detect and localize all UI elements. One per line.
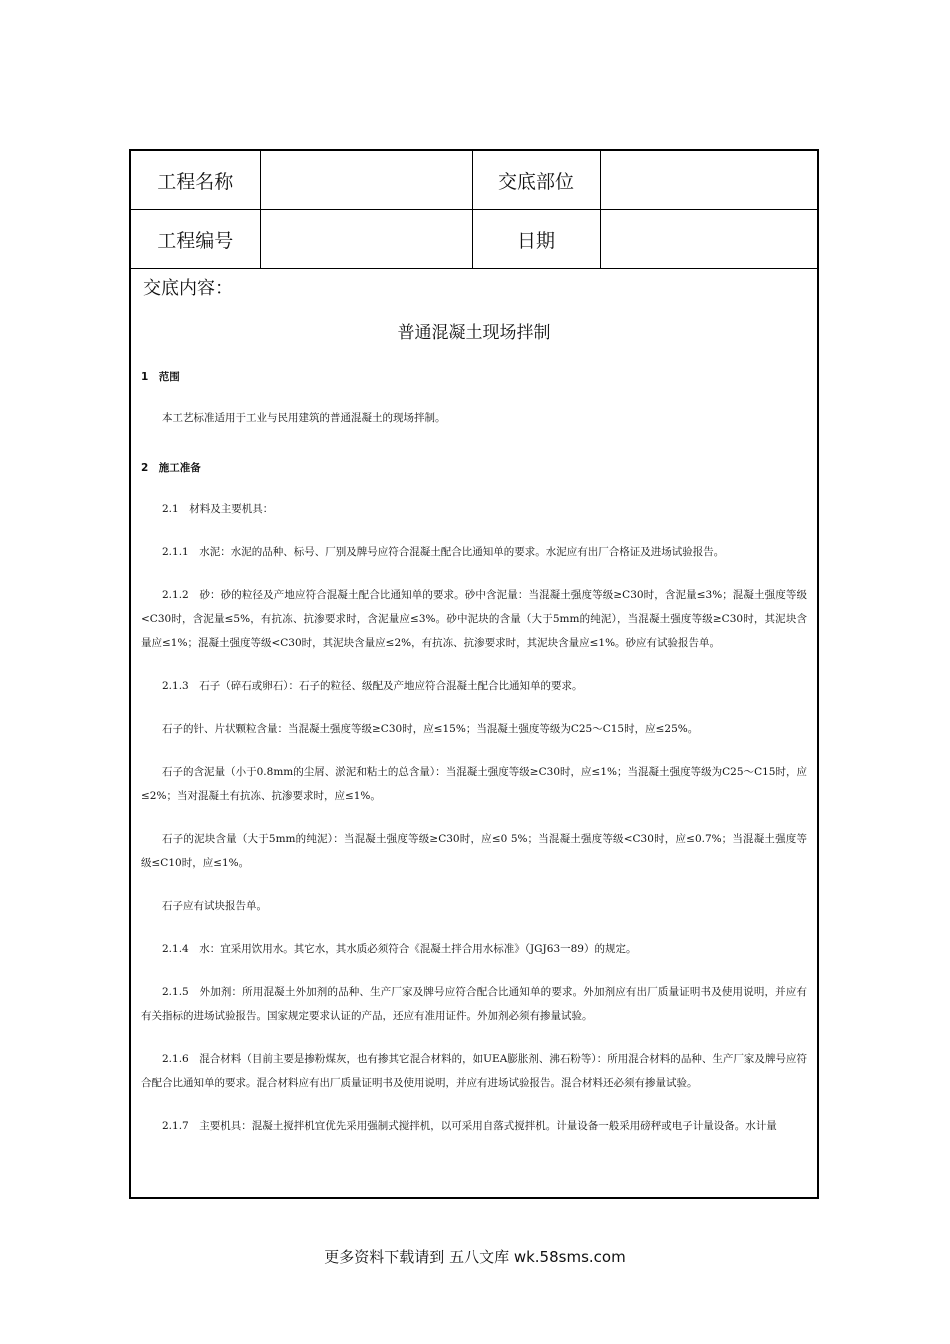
date-label: 日期 bbox=[472, 210, 600, 269]
paragraph: 2.1 材料及主要机具： bbox=[162, 503, 274, 515]
project-name-value bbox=[260, 151, 472, 210]
paragraph: 石子应有试块报告单。 bbox=[162, 900, 267, 912]
paragraph: 石子的含泥量（小于0.8mm的尘屑、淤泥和粘土的总含量）：当混凝土强度等级≥C30时，应≤1%；当混凝土强度等级为C25～C15时，应≤2%；当对混凝土有抗冻、抗渗要求时，应≤1%。 bbox=[141, 766, 807, 802]
header-row-1 bbox=[131, 151, 819, 210]
content-label: 交底内容： bbox=[143, 278, 233, 299]
paragraph: 2.1.4 水：宜采用饮用水。其它水，其水质必须符合《混凝土拌合用水标准》（JGJ63一89）的规定。 bbox=[162, 943, 637, 955]
section-heading-1: 1 范围 bbox=[141, 371, 180, 383]
paragraph: 石子的泥块含量（大于5mm的纯泥）：当混凝土强度等级≥C30时，应≤0 5%；当混凝土强度等级<C30时，应≤0.7%；当混凝土强度等级≤C10时，应≤1%。 bbox=[141, 833, 807, 869]
paragraph: 2.1.3 石子（碎石或卵石）：石子的粒径、级配及产地应符合混凝土配合比通知单的要求。 bbox=[162, 680, 583, 692]
date-value bbox=[600, 210, 819, 269]
paragraph: 2.1.7 主要机具：混凝土搅拌机宜优先采用强制式搅拌机，以可采用自落式搅拌机。计量设备一般采用磅秤或电子计量设备。水计量 bbox=[162, 1120, 777, 1132]
project-name-label: 工程名称 bbox=[131, 151, 260, 210]
footer-link[interactable]: 更多资料下载请到 五八文库 wk.58sms.com bbox=[324, 1248, 626, 1266]
paragraph: 2.1.1 水泥：水泥的品种、标号、厂别及牌号应符合混凝土配合比通知单的要求。水泥应有出厂合格证及进场试验报告。 bbox=[162, 546, 725, 558]
header-row-2 bbox=[131, 210, 819, 269]
paragraph: 2.1.5 外加剂：所用混凝土外加剂的品种、生产厂家及牌号应符合配合比通知单的要求。外加剂应有出厂质量证明书及使用说明，并应有有关指标的进场试验报告。国家规定要求认证的产品，还应有准用证件。外加剂必须有掺量试验。 bbox=[141, 986, 807, 1022]
document-title: 普通混凝土现场拌制 bbox=[397, 323, 551, 343]
header-table bbox=[131, 151, 819, 269]
paragraph: 2.1.6 混合材料（目前主要是掺粉煤灰，也有掺其它混合材料的，如UEA膨胀剂、沸石粉等）：所用混合材料的品种、生产厂家及牌号应符合配合比通知单的要求。混合材料应有出厂质量证明书及使用说明，并应有进场试验报告。混合材料还必须有掺量试验。 bbox=[141, 1053, 807, 1089]
content-area bbox=[131, 274, 817, 1138]
paragraph: 本工艺标准适用于工业与民用建筑的普通混凝土的现场拌制。 bbox=[162, 412, 446, 424]
project-no-value bbox=[260, 210, 472, 269]
section-heading-2: 2 施工准备 bbox=[141, 462, 201, 474]
paragraph: 2.1.2 砂：砂的粒径及产地应符合混凝土配合比通知单的要求。砂中含泥量：当混凝土强度等级≥C30时，含泥量≤3%；混凝土强度等级<C30时，含泥量≤5%，有抗冻、抗渗要求时，含泥量应≤3%。砂中泥块的含量（大于5mm的纯泥），当混凝土强度等级≥C30时，其泥块含量应≤1%；混凝土强度等级<C30时，其泥块含量应≤2%，有抗冻、抗渗要求时，其泥块含量应≤1%。砂应有试验报告单。 bbox=[141, 589, 807, 649]
handover-part-value bbox=[600, 151, 819, 210]
paragraph: 石子的针、片状颗粒含量：当混凝土强度等级≥C30时，应≤15%；当混凝土强度等级为C25～C15时，应≤25%。 bbox=[162, 723, 699, 735]
project-no-label: 工程编号 bbox=[131, 210, 260, 269]
handover-sheet bbox=[129, 149, 819, 1199]
handover-part-label: 交底部位 bbox=[472, 151, 600, 210]
